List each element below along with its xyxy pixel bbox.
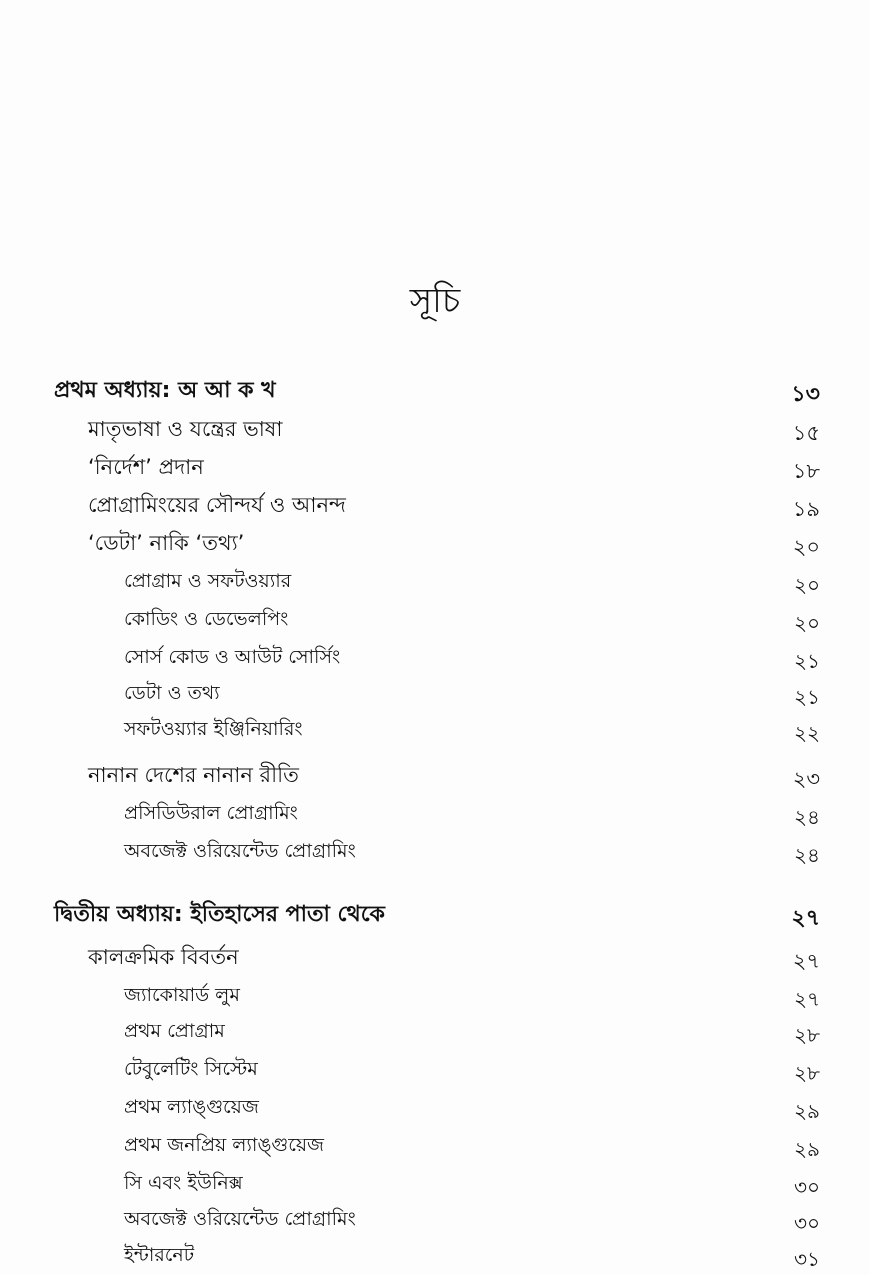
toc-page-number: ২৮ bbox=[794, 1061, 820, 1085]
toc-page-number: ২৭ bbox=[791, 906, 820, 931]
toc-section-title: কোডিং ও ডেভেলপিং bbox=[124, 608, 289, 630]
toc-chapter-title: দ্বিতীয় অধ্যায়: ইতিহাসের পাতা থেকে bbox=[54, 902, 385, 927]
toc-section-title: জ্যাকোয়ার্ড লুম bbox=[124, 984, 240, 1006]
toc-page-number: ৩০ bbox=[793, 1211, 820, 1235]
toc-chapter-row bbox=[0, 376, 870, 410]
toc-page-number: ২৯ bbox=[794, 1137, 820, 1161]
toc-page-number: ২০ bbox=[793, 611, 820, 635]
toc-section-title: ইন্টারনেট bbox=[124, 1244, 195, 1266]
toc-page-number: ২৪ bbox=[794, 843, 820, 867]
toc-section-row bbox=[0, 1168, 870, 1202]
toc-section-title: প্রসিডিউরাল প্রোগ্রামিং bbox=[124, 802, 298, 824]
toc-section-row bbox=[0, 452, 870, 486]
toc-page-number: ৩০ bbox=[793, 1175, 820, 1199]
toc-section-title: প্রোগ্রামিংয়ের সৌন্দর্য ও আনন্দ bbox=[88, 493, 346, 517]
toc-page-number: ২৭ bbox=[792, 949, 820, 973]
toc-section-row bbox=[0, 642, 870, 676]
toc-section-title: সফটওয়্যার ইঞ্জিনিয়ারিং bbox=[124, 718, 303, 740]
toc-page-number: ১৫ bbox=[792, 421, 820, 445]
toc-section-row bbox=[0, 414, 870, 448]
toc-page-number: ১৩ bbox=[791, 382, 820, 407]
page-title: সূচি bbox=[409, 281, 461, 321]
toc-section-row bbox=[0, 1054, 870, 1088]
toc-section-row bbox=[0, 490, 870, 524]
toc-section-title: অবজেক্ট ওরিয়েন্টেড প্রোগ্রামিং bbox=[124, 840, 356, 862]
toc-section-title: মাতৃভাষা ও যন্ত্রের ভাষা bbox=[88, 417, 283, 441]
toc-chapter-row bbox=[0, 900, 870, 934]
toc-page-number: ২১ bbox=[794, 649, 820, 673]
toc-section-row bbox=[0, 1204, 870, 1238]
toc-page-number: ২৮ bbox=[794, 1023, 820, 1047]
toc-section-title: অবজেক্ট ওরিয়েন্টেড প্রোগ্রামিং bbox=[124, 1208, 356, 1230]
toc-section-title: প্রোগ্রাম ও সফটওয়্যার bbox=[124, 570, 292, 592]
toc-chapter-title: প্রথম অধ্যায়: অ আ ক খ bbox=[54, 378, 276, 403]
toc-section-row bbox=[0, 528, 870, 562]
toc-section-row bbox=[0, 836, 870, 870]
toc-page-number: ২০ bbox=[792, 535, 820, 559]
toc-page-number: ২৯ bbox=[794, 1099, 820, 1123]
toc-section-title: প্রথম জনপ্রিয় ল্যাঙ্গুয়েজ bbox=[124, 1134, 325, 1156]
toc-page-number: ১৯ bbox=[792, 497, 820, 521]
toc-page-number: ২১ bbox=[794, 685, 820, 709]
toc-section-title: টেবুলেটিং সিস্টেম bbox=[124, 1058, 258, 1080]
toc-section-title: কালক্রমিক বিবর্তন bbox=[88, 945, 239, 969]
toc-section-row bbox=[0, 1092, 870, 1126]
toc-page-number: ১৮ bbox=[792, 459, 820, 483]
toc-section-title: সোর্স কোড ও আউট সোর্সিং bbox=[124, 646, 341, 668]
toc-page-number: ২৩ bbox=[792, 767, 820, 791]
toc-section-row bbox=[0, 714, 870, 748]
toc-page-number: ২৪ bbox=[794, 805, 820, 829]
toc-section-row bbox=[0, 942, 870, 976]
toc-section-title: নানান দেশের নানান রীতি bbox=[88, 763, 299, 787]
toc-section-row bbox=[0, 1016, 870, 1050]
toc-section-title: সি এবং ইউনিক্স bbox=[124, 1172, 243, 1194]
toc-section-row bbox=[0, 604, 870, 638]
toc-section-title: প্রথম প্রোগ্রাম bbox=[124, 1020, 225, 1042]
toc-section-title: প্রথম ল্যাঙ্গুয়েজ bbox=[124, 1096, 259, 1118]
toc-page-number: ২৭ bbox=[793, 987, 820, 1011]
toc-section-title: ডেটা ও তথ্য bbox=[124, 682, 220, 704]
toc-section-row bbox=[0, 760, 870, 794]
toc-section-title: ‘নির্দেশ’ প্রদান bbox=[88, 455, 204, 479]
toc-page-number: ৩১ bbox=[794, 1247, 820, 1271]
toc-page-number: ২০ bbox=[793, 573, 820, 597]
toc-section-row bbox=[0, 566, 870, 600]
toc-section-row bbox=[0, 798, 870, 832]
toc-section-title: ‘ডেটা’ নাকি ‘তথ্য’ bbox=[88, 531, 245, 555]
toc-section-row bbox=[0, 678, 870, 712]
toc-page-number: ২২ bbox=[793, 721, 820, 745]
toc-section-row bbox=[0, 1240, 870, 1274]
toc-section-row bbox=[0, 1130, 870, 1164]
toc-section-row bbox=[0, 980, 870, 1014]
